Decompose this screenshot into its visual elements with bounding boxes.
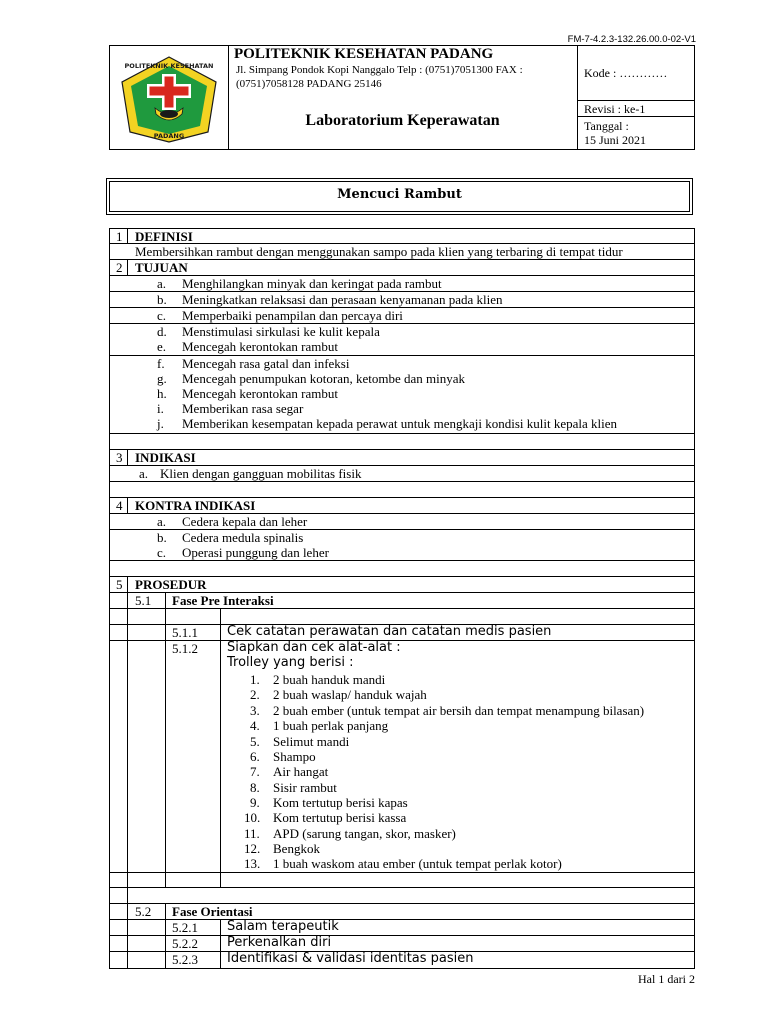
kode-field: Kode : ………… bbox=[584, 66, 668, 80]
section-indikasi-header bbox=[109, 450, 695, 466]
list-item: a. Menghilangkan minyak dan keringat pada rambut bbox=[109, 276, 695, 292]
phase-pre-interaksi-header bbox=[109, 593, 695, 609]
section-title: TUJUAN bbox=[135, 260, 188, 275]
step-row-tools: 5.1.2 Siapkan dan cek alat-alat : Trolley yang berisi : 1. 2 buah handuk mandi 2. 2 buah waslap/ handuk wajah 3. 2 buah ember (untuk tempat air bersih dan tempat menampung bilasan) 4. 1 buah perlak panjang 5. Selimut mandi 6. Shampo 7. Air hangat 8. Sisir rambut 9. Kom tertutup berisi kapas 10. Kom tertutup berisi kassa 11. APD (sarung tangan, skor, masker) 12. Bengkok 13. 1 buah waskom atau ember (untuk tempat perlak kotor) bbox=[109, 641, 695, 873]
section-number: 4 bbox=[116, 498, 123, 513]
step-number: 5.2.1 bbox=[172, 920, 198, 935]
section-title: PROSEDUR bbox=[135, 577, 207, 592]
phase-title: Fase Pre Interaksi bbox=[172, 593, 274, 608]
step-row bbox=[109, 952, 695, 969]
spacer-row bbox=[109, 888, 695, 904]
logo-text-top: POLITEKNIK KESEHATAN bbox=[124, 62, 214, 70]
step-text: Identifikasi & validasi identitas pasien bbox=[227, 951, 474, 966]
document-title-box bbox=[106, 178, 693, 215]
lab-name: Laboratorium Keperawatan bbox=[305, 112, 500, 129]
tool-item: 1 buah waskom atau ember (untuk tempat perlak kotor) bbox=[273, 856, 562, 871]
step-text: Salam terapeutik bbox=[227, 919, 339, 934]
tool-item: Kom tertutup berisi kapas bbox=[273, 795, 408, 810]
step-row bbox=[109, 920, 695, 936]
form-code: FM-7-4.2.3-132.26.00.0-02-V1 bbox=[567, 34, 696, 45]
document-header bbox=[109, 45, 695, 150]
step-number: 5.1.1 bbox=[172, 625, 198, 640]
list-item: c. Memperbaiki penampilan dan percaya diri bbox=[109, 308, 695, 324]
document-title: Mencuci Rambut bbox=[337, 187, 462, 202]
spacer-row bbox=[109, 434, 695, 450]
tool-item: Sisir rambut bbox=[273, 780, 337, 795]
list-item-group: f. Mencegah rasa gatal dan infeksi g. Mencegah penumpukan kotoran, ketombe dan minyak h. Mencegah kerontokan rambut i. Memberikan rasa segar j. Memberikan kesempatan kepada perawat untuk mengkaji kondisi kulit kepala klien bbox=[109, 356, 695, 434]
section-tujuan-header bbox=[109, 260, 695, 276]
tool-item: Air hangat bbox=[273, 764, 329, 779]
list-item: a. Cedera kepala dan leher bbox=[109, 514, 695, 530]
section-title: KONTRA INDIKASI bbox=[135, 498, 256, 513]
step-text: Cek catatan perawatan dan catatan medis pasien bbox=[227, 624, 552, 639]
tool-item: Bengkok bbox=[273, 841, 320, 856]
section-prosedur-header bbox=[109, 577, 695, 593]
section-number: 3 bbox=[116, 450, 123, 465]
definisi-text: Membersihkan rambut dengan menggunakan sampo pada klien yang terbaring di tempat tidur bbox=[135, 244, 623, 259]
logo-text-bottom: PADANG bbox=[153, 132, 185, 140]
spacer-row bbox=[109, 482, 695, 498]
list-item: d. Menstimulasi sirkulasi ke kulit kepala e. Mencegah kerontokan rambut bbox=[109, 324, 695, 356]
step-text: Perkenalkan diri bbox=[227, 935, 332, 950]
section-number: 5 bbox=[116, 577, 123, 592]
tool-item: Shampo bbox=[273, 749, 316, 764]
step-subtext: Trolley yang berisi : bbox=[227, 655, 354, 670]
phase-orientasi-header bbox=[109, 904, 695, 920]
step-row bbox=[109, 625, 695, 641]
spacer-row bbox=[109, 873, 695, 888]
tanggal-label: Tanggal : bbox=[584, 119, 629, 133]
page-number: Hal 1 dari 2 bbox=[638, 972, 695, 986]
tool-item: Selimut mandi bbox=[273, 734, 350, 749]
tanggal-value: 15 Juni 2021 bbox=[584, 133, 647, 147]
step-number: 5.2.3 bbox=[172, 952, 198, 967]
section-title: INDIKASI bbox=[135, 450, 196, 465]
institution-address-line-2: (0751)7058128 PADANG 25146 bbox=[236, 78, 382, 90]
list-item: b. Meningkatkan relaksasi dan perasaan kenyamanan pada klien bbox=[109, 292, 695, 308]
institution-address-line-1: Jl. Simpang Pondok Kopi Nanggalo Telp : (0751)7051300 FAX : bbox=[236, 64, 523, 76]
phase-title: Fase Orientasi bbox=[172, 904, 253, 919]
section-kontra-indikasi-header bbox=[109, 498, 695, 514]
spacer-row bbox=[109, 561, 695, 577]
tool-item: 1 buah perlak panjang bbox=[273, 718, 389, 733]
section-definisi-header bbox=[109, 228, 695, 244]
institution-name: POLITEKNIK KESEHATAN PADANG bbox=[234, 46, 494, 62]
tool-item: APD (sarung tangan, skor, masker) bbox=[273, 826, 456, 841]
phase-number: 5.2 bbox=[135, 904, 152, 919]
list-item-group: b. Cedera medula spinalis c. Operasi punggung dan leher bbox=[109, 530, 695, 561]
procedure-table bbox=[109, 228, 695, 969]
list-item: a. Klien dengan gangguan mobilitas fisik bbox=[109, 466, 695, 482]
section-number: 1 bbox=[116, 229, 123, 244]
revisi-field: Revisi : ke-1 bbox=[584, 102, 646, 116]
section-title: DEFINISI bbox=[135, 229, 193, 244]
step-number: 5.2.2 bbox=[172, 936, 198, 951]
tool-item: 2 buah waslap/ handuk wajah bbox=[273, 687, 427, 702]
poltekkes-logo-icon bbox=[116, 54, 222, 144]
tool-item: Kom tertutup berisi kassa bbox=[273, 810, 407, 825]
step-number: 5.1.2 bbox=[172, 641, 198, 656]
step-text: Siapkan dan cek alat-alat : bbox=[227, 640, 401, 655]
step-row bbox=[109, 936, 695, 952]
tool-item: 2 buah ember (untuk tempat air bersih dan tempat menampung bilasan) bbox=[273, 703, 645, 718]
tool-item: 2 buah handuk mandi bbox=[273, 672, 386, 687]
definisi-text-row bbox=[109, 244, 695, 260]
spacer-row bbox=[109, 609, 695, 625]
section-number: 2 bbox=[116, 260, 123, 275]
phase-number: 5.1 bbox=[135, 593, 152, 608]
